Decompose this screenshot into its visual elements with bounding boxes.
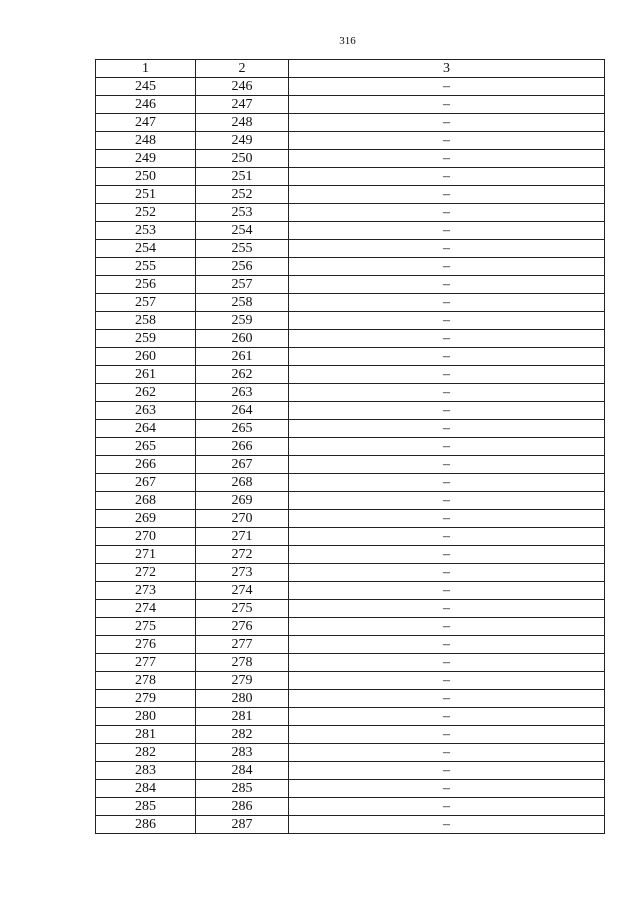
table-cell-col3: –: [289, 150, 605, 168]
table-cell-col2: 285: [196, 780, 289, 798]
table-cell-col2: 256: [196, 258, 289, 276]
table-row: [96, 168, 605, 186]
table-cell-col1: 268: [96, 492, 196, 510]
table-cell-col1: 284: [96, 780, 196, 798]
column-header-1: 1: [96, 60, 196, 78]
table-cell-col1: 255: [96, 258, 196, 276]
table-cell-col3: –: [289, 654, 605, 672]
table-cell-col2: 283: [196, 744, 289, 762]
table-cell-col1: 285: [96, 798, 196, 816]
table-cell-col3: –: [289, 204, 605, 222]
table-row: [96, 438, 605, 456]
table-row: [96, 114, 605, 132]
table-cell-col2: 279: [196, 672, 289, 690]
table-row: [96, 618, 605, 636]
table-row: [96, 420, 605, 438]
table-cell-col2: 269: [196, 492, 289, 510]
table-cell-col2: 249: [196, 132, 289, 150]
table-row: [96, 294, 605, 312]
table-cell-col1: 254: [96, 240, 196, 258]
table-cell-col2: 257: [196, 276, 289, 294]
table-cell-col2: 282: [196, 726, 289, 744]
table-cell-col1: 259: [96, 330, 196, 348]
table-row: [96, 600, 605, 618]
table-cell-col2: 255: [196, 240, 289, 258]
table-row: [96, 582, 605, 600]
table-row: [96, 240, 605, 258]
table-header: [96, 60, 605, 78]
table-cell-col2: 287: [196, 816, 289, 834]
table-cell-col2: 268: [196, 474, 289, 492]
table-row: [96, 258, 605, 276]
table-row: [96, 492, 605, 510]
table-cell-col1: 262: [96, 384, 196, 402]
table-cell-col2: 271: [196, 528, 289, 546]
table-cell-col2: 266: [196, 438, 289, 456]
table-cell-col3: –: [289, 456, 605, 474]
column-header-3: 3: [289, 60, 605, 78]
table-cell-col1: 260: [96, 348, 196, 366]
table-row: [96, 528, 605, 546]
table-row: [96, 474, 605, 492]
table-cell-col3: –: [289, 330, 605, 348]
table-cell-col1: 272: [96, 564, 196, 582]
table-cell-col1: 256: [96, 276, 196, 294]
table-row: [96, 690, 605, 708]
table-cell-col3: –: [289, 528, 605, 546]
header-row: [96, 60, 605, 78]
table-row: [96, 564, 605, 582]
table-cell-col2: 277: [196, 636, 289, 654]
table-cell-col2: 284: [196, 762, 289, 780]
table-cell-col3: –: [289, 384, 605, 402]
table-cell-col1: 282: [96, 744, 196, 762]
table-cell-col3: –: [289, 312, 605, 330]
table-row: [96, 510, 605, 528]
table-cell-col2: 248: [196, 114, 289, 132]
table-cell-col3: –: [289, 114, 605, 132]
table-cell-col3: –: [289, 618, 605, 636]
table-cell-col3: –: [289, 546, 605, 564]
table-cell-col1: 252: [96, 204, 196, 222]
table-cell-col3: –: [289, 78, 605, 96]
data-table: [95, 59, 605, 834]
table-row: [96, 798, 605, 816]
table-cell-col3: –: [289, 96, 605, 114]
table-cell-col1: 276: [96, 636, 196, 654]
table-row: [96, 204, 605, 222]
table-cell-col2: 262: [196, 366, 289, 384]
table-cell-col3: –: [289, 510, 605, 528]
table-row: [96, 546, 605, 564]
table-cell-col3: –: [289, 780, 605, 798]
table-cell-col2: 251: [196, 168, 289, 186]
table-cell-col1: 264: [96, 420, 196, 438]
table-cell-col1: 251: [96, 186, 196, 204]
data-table-container: [95, 59, 605, 834]
table-cell-col1: 279: [96, 690, 196, 708]
table-cell-col2: 281: [196, 708, 289, 726]
table-cell-col1: 248: [96, 132, 196, 150]
table-cell-col3: –: [289, 636, 605, 654]
table-cell-col1: 261: [96, 366, 196, 384]
table-cell-col2: 273: [196, 564, 289, 582]
table-cell-col1: 249: [96, 150, 196, 168]
table-cell-col2: 247: [196, 96, 289, 114]
table-row: [96, 222, 605, 240]
table-row: [96, 276, 605, 294]
table-cell-col2: 280: [196, 690, 289, 708]
table-cell-col1: 273: [96, 582, 196, 600]
table-row: [96, 780, 605, 798]
table-cell-col1: 263: [96, 402, 196, 420]
table-cell-col2: 267: [196, 456, 289, 474]
table-cell-col1: 270: [96, 528, 196, 546]
table-row: [96, 348, 605, 366]
table-cell-col1: 265: [96, 438, 196, 456]
table-cell-col1: 257: [96, 294, 196, 312]
table-cell-col3: –: [289, 798, 605, 816]
table-cell-col3: –: [289, 402, 605, 420]
table-cell-col1: 278: [96, 672, 196, 690]
table-cell-col2: 246: [196, 78, 289, 96]
table-cell-col3: –: [289, 294, 605, 312]
table-cell-col2: 253: [196, 204, 289, 222]
table-cell-col2: 272: [196, 546, 289, 564]
table-cell-col3: –: [289, 348, 605, 366]
table-cell-col1: 271: [96, 546, 196, 564]
table-row: [96, 816, 605, 834]
table-cell-col2: 260: [196, 330, 289, 348]
table-row: [96, 636, 605, 654]
table-cell-col3: –: [289, 762, 605, 780]
table-cell-col1: 267: [96, 474, 196, 492]
table-cell-col3: –: [289, 600, 605, 618]
table-cell-col3: –: [289, 258, 605, 276]
table-cell-col3: –: [289, 186, 605, 204]
table-cell-col1: 286: [96, 816, 196, 834]
table-cell-col3: –: [289, 564, 605, 582]
table-cell-col1: 258: [96, 312, 196, 330]
table-cell-col2: 258: [196, 294, 289, 312]
table-cell-col1: 269: [96, 510, 196, 528]
table-cell-col2: 275: [196, 600, 289, 618]
table-cell-col3: –: [289, 744, 605, 762]
table-cell-col2: 259: [196, 312, 289, 330]
table-cell-col3: –: [289, 816, 605, 834]
table-cell-col1: 283: [96, 762, 196, 780]
table-cell-col2: 254: [196, 222, 289, 240]
table-cell-col1: 274: [96, 600, 196, 618]
table-cell-col2: 274: [196, 582, 289, 600]
table-cell-col2: 278: [196, 654, 289, 672]
table-cell-col2: 264: [196, 402, 289, 420]
table-cell-col2: 252: [196, 186, 289, 204]
table-cell-col1: 275: [96, 618, 196, 636]
table-cell-col2: 250: [196, 150, 289, 168]
table-cell-col3: –: [289, 582, 605, 600]
table-row: [96, 186, 605, 204]
table-cell-col1: 245: [96, 78, 196, 96]
table-row: [96, 312, 605, 330]
table-cell-col3: –: [289, 132, 605, 150]
table-cell-col3: –: [289, 222, 605, 240]
page-number: 316: [339, 35, 356, 47]
table-cell-col3: –: [289, 438, 605, 456]
table-cell-col1: 280: [96, 708, 196, 726]
table-cell-col3: –: [289, 276, 605, 294]
table-row: [96, 150, 605, 168]
table-cell-col1: 277: [96, 654, 196, 672]
table-cell-col2: 263: [196, 384, 289, 402]
table-row: [96, 456, 605, 474]
column-header-2: 2: [196, 60, 289, 78]
table-row: [96, 384, 605, 402]
table-cell-col3: –: [289, 726, 605, 744]
table-cell-col3: –: [289, 492, 605, 510]
table-cell-col3: –: [289, 420, 605, 438]
table-row: [96, 366, 605, 384]
table-cell-col1: 266: [96, 456, 196, 474]
table-row: [96, 402, 605, 420]
table-cell-col3: –: [289, 708, 605, 726]
table-row: [96, 744, 605, 762]
table-cell-col1: 246: [96, 96, 196, 114]
table-row: [96, 672, 605, 690]
table-row: [96, 78, 605, 96]
table-cell-col2: 265: [196, 420, 289, 438]
table-cell-col1: 247: [96, 114, 196, 132]
table-row: [96, 132, 605, 150]
table-cell-col3: –: [289, 366, 605, 384]
table-cell-col3: –: [289, 672, 605, 690]
table-cell-col1: 253: [96, 222, 196, 240]
table-cell-col3: –: [289, 690, 605, 708]
table-cell-col3: –: [289, 240, 605, 258]
table-cell-col1: 281: [96, 726, 196, 744]
table-body: [96, 78, 605, 834]
table-cell-col2: 261: [196, 348, 289, 366]
table-row: [96, 726, 605, 744]
table-row: [96, 708, 605, 726]
table-row: [96, 762, 605, 780]
table-cell-col3: –: [289, 474, 605, 492]
table-row: [96, 96, 605, 114]
table-cell-col2: 286: [196, 798, 289, 816]
table-cell-col3: –: [289, 168, 605, 186]
table-cell-col2: 276: [196, 618, 289, 636]
table-row: [96, 330, 605, 348]
table-cell-col1: 250: [96, 168, 196, 186]
table-cell-col2: 270: [196, 510, 289, 528]
table-row: [96, 654, 605, 672]
